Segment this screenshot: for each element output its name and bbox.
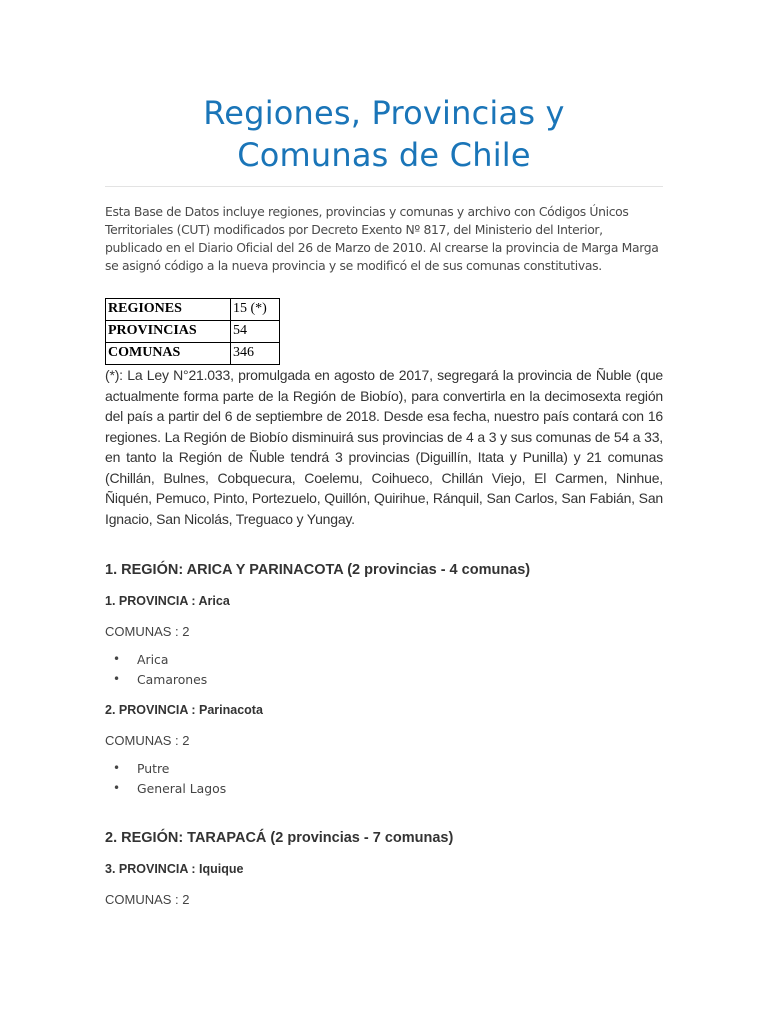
province-heading: 1. PROVINCIA : Arica: [105, 594, 230, 608]
title-divider: [105, 186, 663, 187]
comunas-list: [105, 759, 663, 798]
list-item: [105, 670, 663, 690]
comuna-name: General Lagos: [137, 780, 227, 796]
footnote-paragraph: (*): La Ley N°21.033, promulgada en agosto de 2017, segregará la provincia de Ñuble (que actualmente forma parte de la Región de Biobío), para convertirla en la decimosexta región del país a partir del 6 de septiembre de 2018. Desde esa fecha, nuestro país contará con 16 regiones. La Región de Biobío disminuirá sus provincias de 4 a 3 y sus comunas de 54 a 33, en tanto la Región de Ñuble tendrá 3 provincias (Diguillín, Itata y Punilla) y 21 comunas (Chillán, Bulnes, Cobquecura, Coelemu, Coihueco, Chillán Viejo, El Carmen, Ninhue, Ñiquén, Pemuco, Pinto, Portezuelo, Quillón, Quirihue, Ránquil, San Carlos, San Fabián, San Ignacio, San Nicolás, Treguaco y Yungay.: [105, 367, 663, 527]
page-title-line-1: Regiones, Provincias y: [203, 94, 565, 132]
counts-row-regiones: [106, 299, 280, 321]
intro-paragraph: Esta Base de Datos incluye regiones, provincias y comunas y archivo con Códigos Únicos Territoriales (CUT) modificados por Decreto Exento Nº 817, del Ministerio del Interior, publicado en el Diario Oficial del 26 de Marzo de 2010. Al crearse la provincia de Marga Marga se asignó código a la nueva provincia y se modificó el de sus comunas constitutivas.: [105, 204, 659, 273]
bullet-icon: •: [113, 761, 121, 775]
comuna-name: Arica: [137, 652, 169, 667]
page-title: [105, 92, 663, 176]
document-page: [105, 0, 663, 909]
comunas-count: COMUNAS : 2: [105, 624, 190, 639]
comunas-list: [105, 650, 663, 689]
counts-row-comunas: [106, 343, 280, 365]
list-item: [105, 779, 663, 799]
comuna-name: Putre: [137, 761, 170, 776]
counts-row-provincias: [106, 321, 280, 343]
list-item: [105, 759, 663, 779]
province-heading: 3. PROVINCIA : Iquique: [105, 862, 244, 876]
counts-label: COMUNAS: [106, 343, 231, 365]
list-item: [105, 650, 663, 670]
bullet-icon: •: [113, 652, 121, 666]
region-heading: 2. REGIÓN: TARAPACÁ (2 provincias - 7 comunas): [105, 830, 454, 846]
counts-label: PROVINCIAS: [106, 321, 231, 343]
counts-value: 54: [231, 321, 280, 343]
region-heading: 1. REGIÓN: ARICA Y PARINACOTA (2 provincias - 4 comunas): [105, 562, 531, 578]
counts-value: 15 (*): [231, 299, 280, 321]
counts-value: 346: [231, 343, 280, 365]
comunas-count: COMUNAS : 2: [105, 733, 190, 748]
counts-label: REGIONES: [106, 299, 231, 321]
bullet-icon: •: [113, 671, 121, 686]
bullet-icon: •: [113, 780, 121, 795]
province-heading: 2. PROVINCIA : Parinacota: [105, 703, 263, 717]
comunas-count: COMUNAS : 2: [105, 892, 190, 907]
counts-table: [105, 298, 280, 365]
page-title-line-2: Comunas de Chile: [237, 136, 531, 174]
comuna-name: Camarones: [137, 671, 208, 687]
